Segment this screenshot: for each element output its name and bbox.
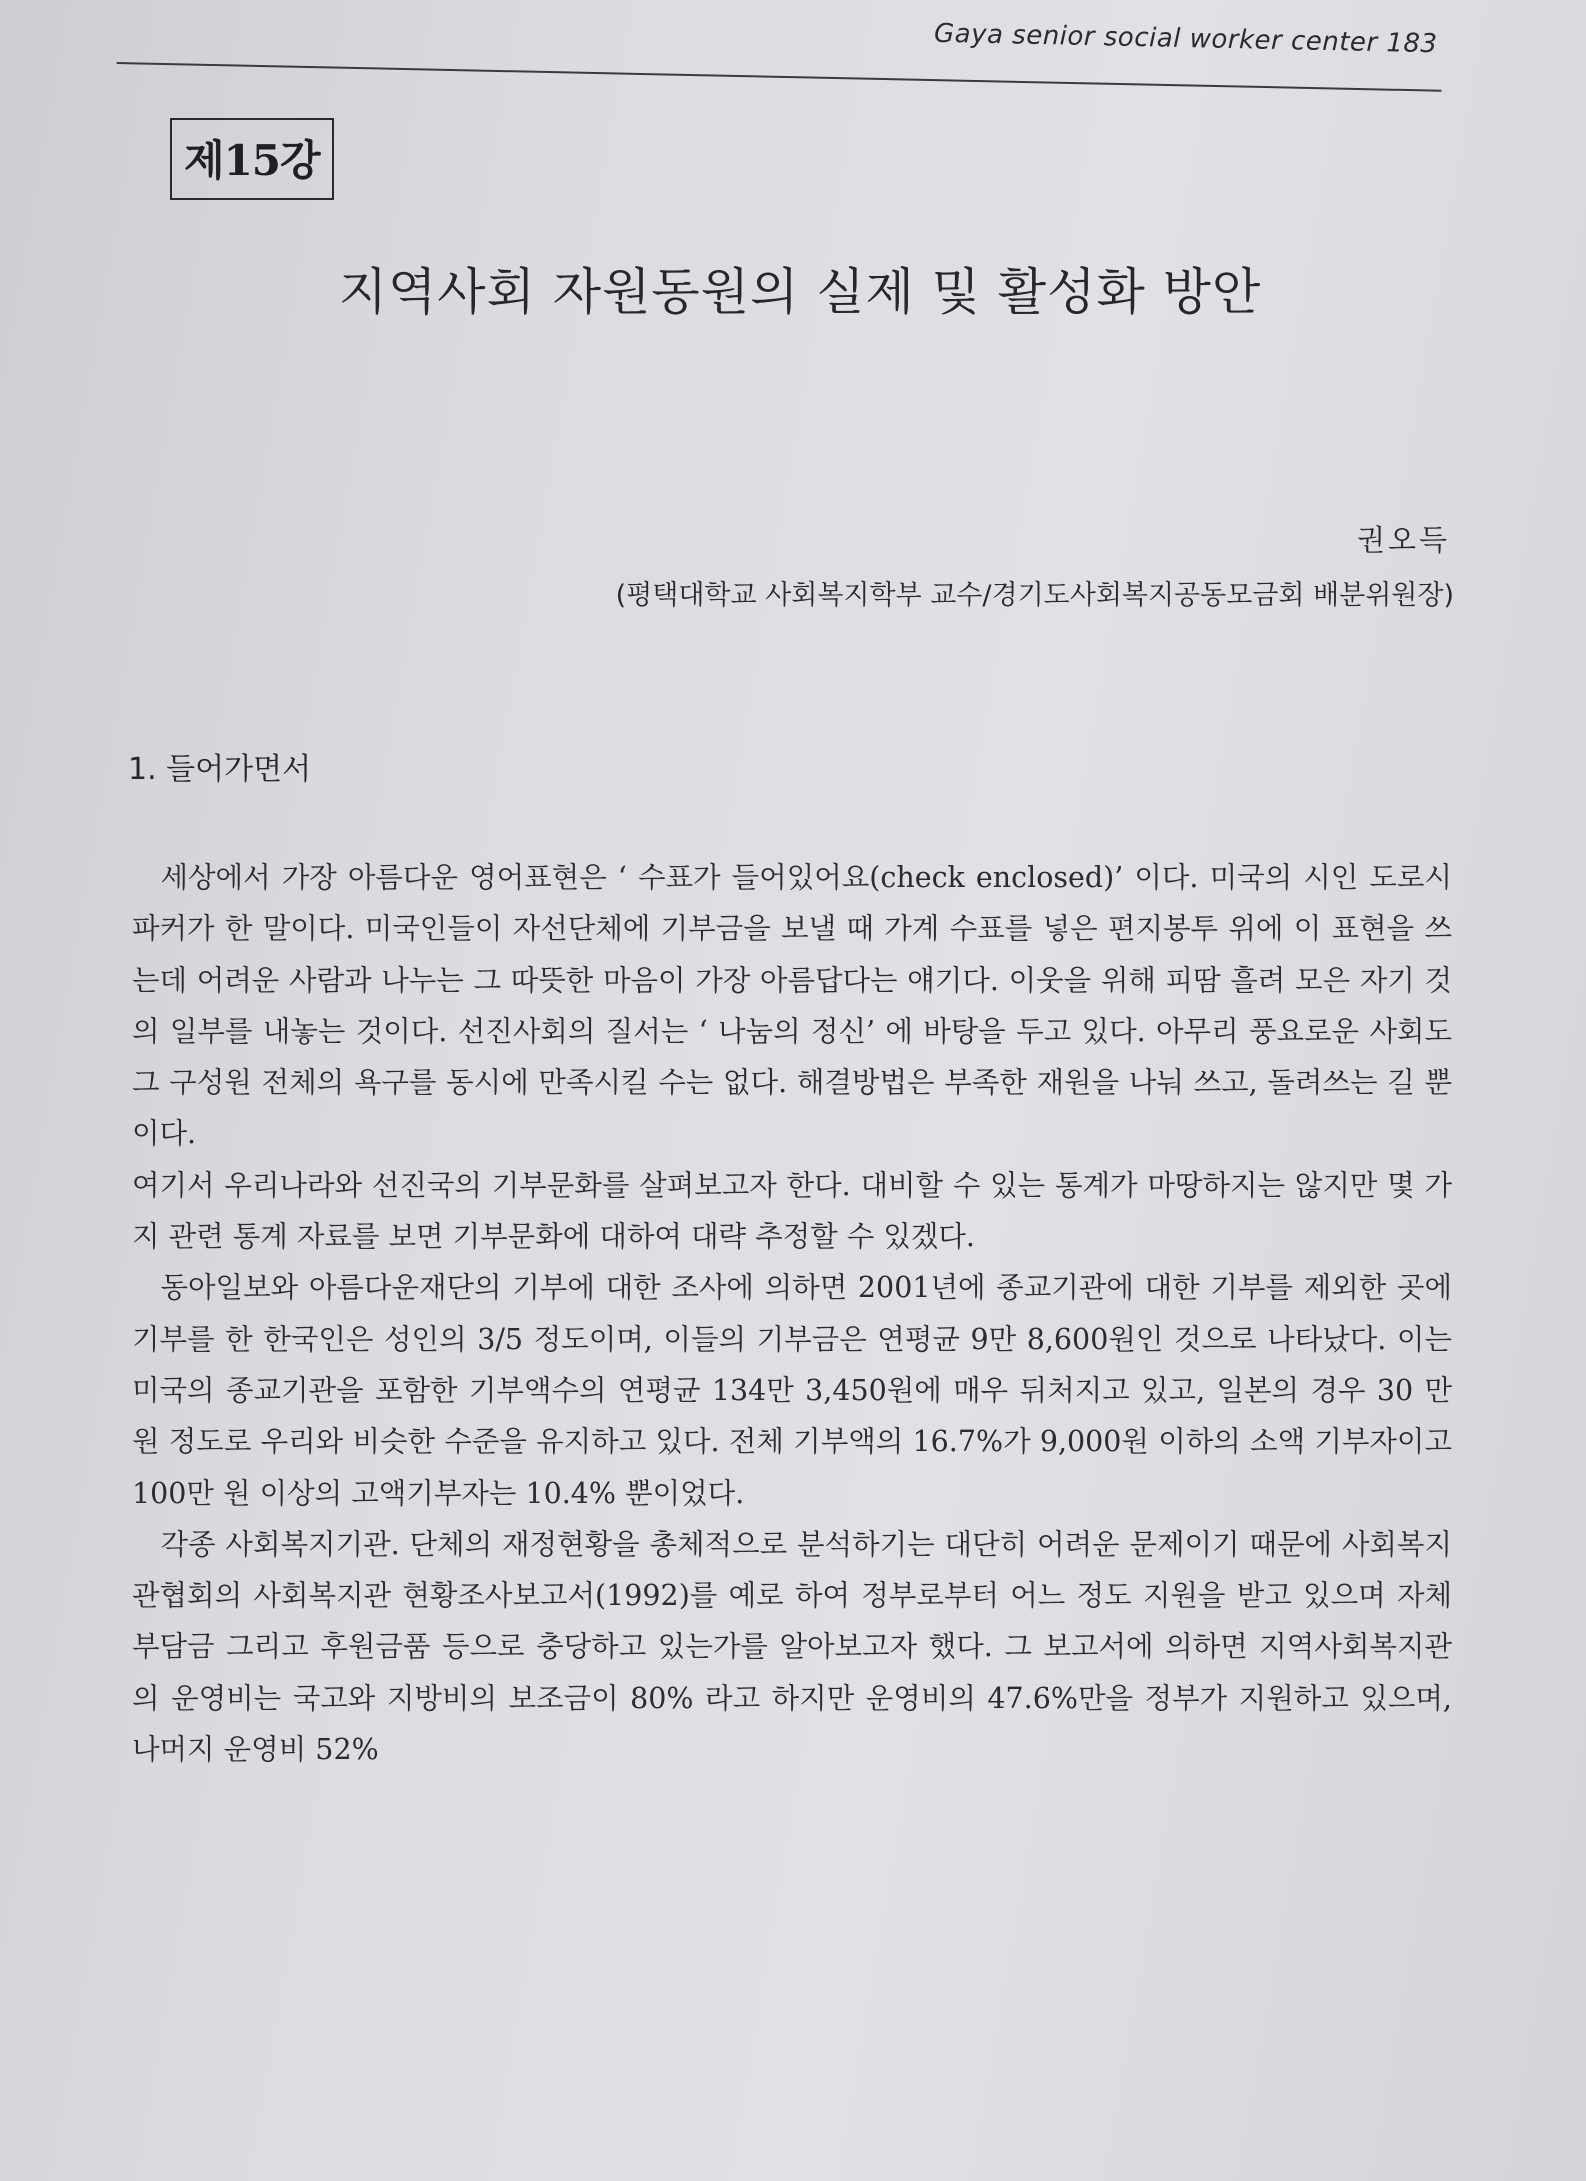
author-affiliation: (평택대학교 사회복지학부 교수/경기도사회복지공동모금회 배분위원장) xyxy=(615,580,1454,611)
body-text xyxy=(132,852,1452,1775)
section-heading: 1. 들어가면서 xyxy=(128,752,312,787)
running-head: Gaya senior social worker center 183 xyxy=(934,18,1439,60)
paragraph: 여기서 우리나라와 선진국의 기부문화를 살펴보고자 한다. 대비할 수 있는 통계가 마땅하지는 않지만 몇 가지 관련 통계 자료를 보면 기부문화에 대하여 대략 추정할 수 있겠다. xyxy=(132,1168,1452,1254)
paragraph: 각종 사회복지기관. 단체의 재정현황을 총체적으로 분석하기는 대단히 어려운 문제이기 때문에 사회복지관협회의 사회복지관 현황조사보고서(1992)를 예로 하여 정부로부터 어느 정도 지원을 받고 있으며 자체 부담금 그리고 후원금품 등으로 충당하고 있는가를 알아보고자 했다. 그 보고서에 의하면 지역사회복지관의 운영비는 국고와 지방비의 보조금이 80% 라고 하지만 운영비의 47.6%만을 정부가 지원하고 있으며, 나머지 운영비 52% xyxy=(132,1527,1452,1767)
author-name: 권오득 xyxy=(1356,523,1450,557)
lecture-label: 제15강 xyxy=(170,118,334,200)
page-title: 지역사회 자원동원의 실제 및 활성화 방안 xyxy=(338,263,1262,321)
paragraph: 세상에서 가장 아름다운 영어표현은 ‘ 수표가 들어있어요(check enclosed)’ 이다. 미국의 시인 도로시 파커가 한 말이다. 미국인들이 자선단체에 기부금을 보낼 때 가계 수표를 넣은 편지봉투 위에 이 표현을 쓰는데 어려운 사람과 나누는 그 따뜻한 마음이 가장 아름답다는 얘기다. 이웃을 위해 피땀 흘려 모은 자기 것의 일부를 내놓는 것이다. 선진사회의 질서는 ‘ 나눔의 정신’ 에 바탕을 두고 있다. 아무리 풍요로운 사회도 그 구성원 전체의 욕구를 동시에 만족시킬 수는 없다. 해결방법은 부족한 재원을 나눠 쓰고, 돌려쓰는 길 뿐이다. xyxy=(132,861,1452,1151)
paragraph: 동아일보와 아름다운재단의 기부에 대한 조사에 의하면 2001년에 종교기관에 대한 기부를 제외한 곳에 기부를 한 한국인은 성인의 3/5 정도이며, 이들의 기부금은 연평균 9만 8,600원인 것으로 나타났다. 이는 미국의 종교기관을 포함한 기부액수의 연평균 134만 3,450원에 매우 뒤처지고 있고, 일본의 경우 30 만 원 정도로 우리와 비슷한 수준을 유지하고 있다. 전체 기부액의 16.7%가 9,000원 이하의 소액 기부자이고 100만 원 이상의 고액기부자는 10.4% 뿐이었다. xyxy=(132,1271,1452,1510)
